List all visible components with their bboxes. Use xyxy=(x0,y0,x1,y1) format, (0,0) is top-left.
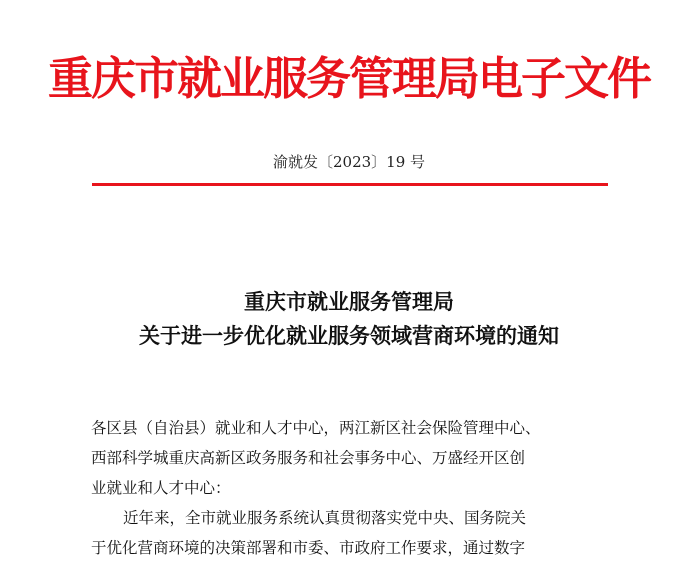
document-number: 渝就发〔2023〕19 号 xyxy=(272,153,426,171)
notice-title-line-1: 重庆市就业服务管理局 xyxy=(244,289,454,314)
notice-title-line-2: 关于进一步优化就业服务领域营商环境的通知 xyxy=(139,323,559,348)
masthead-title: 重庆市就业服务管理局电子文件 xyxy=(47,52,650,105)
salutation-line: 西部科学城重庆高新区政务服务和社会事务中心、万盛经开区创 xyxy=(91,449,526,467)
paragraph-line: 近年来，全市就业服务系统认真贯彻落实党中央、国务院关 xyxy=(123,509,527,527)
notice-title xyxy=(0,287,698,355)
salutation-line: 各区县（自治县）就业和人才中心，两江新区社会保险管理中心、 xyxy=(91,419,541,437)
salutation-line: 业就业和人才中心： xyxy=(91,479,231,497)
notice-body xyxy=(91,413,611,563)
paragraph-line: 于优化营商环境的决策部署和市委、市政府工作要求，通过数字 xyxy=(91,539,526,557)
red-divider xyxy=(92,183,608,186)
